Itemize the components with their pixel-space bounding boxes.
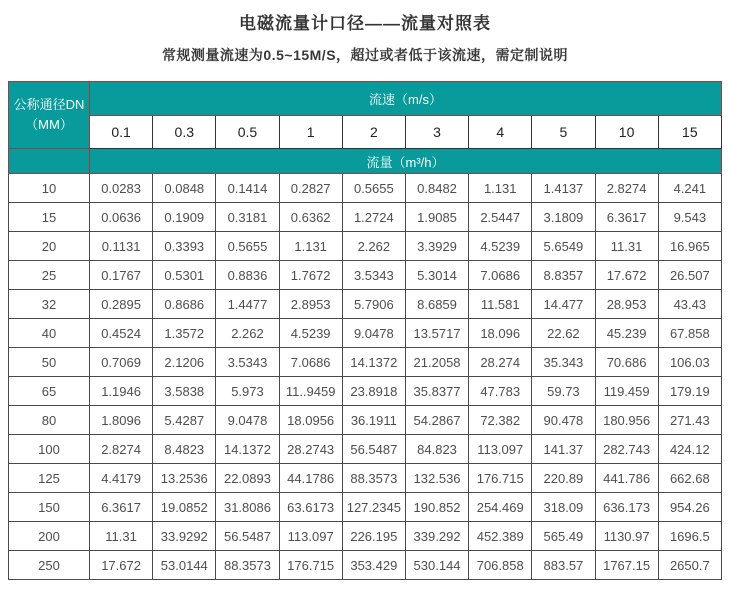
flow-value-cell: 5.3014 [405,261,468,290]
flow-comparison-table [8,81,722,580]
dn-cell: 40 [9,319,90,348]
velocity-header-cell: 流速（m/s） [90,82,722,116]
flow-value-cell: 1.3572 [153,319,216,348]
flow-value-cell: 883.57 [532,551,595,580]
flow-value-cell: 3.5343 [216,348,279,377]
table-row [9,319,722,348]
flow-value-cell: 54.2867 [405,406,468,435]
flow-value-cell: 0.0848 [153,174,216,203]
flow-value-cell: 90.478 [532,406,595,435]
flow-value-cell: 318.09 [532,493,595,522]
flow-value-cell: 132.536 [405,464,468,493]
flow-value-cell: 21.2058 [405,348,468,377]
flow-value-cell: 88.3573 [342,464,405,493]
flow-value-cell: 56.5487 [342,435,405,464]
flow-value-cell: 1.2724 [342,203,405,232]
flow-value-cell: 47.783 [469,377,532,406]
flow-value-cell: 53.0144 [153,551,216,580]
flow-value-cell: 7.0686 [279,348,342,377]
velocity-values-row [9,115,722,149]
flow-value-cell: 0.8482 [405,174,468,203]
flow-value-cell: 1.131 [469,174,532,203]
flow-value-cell: 3.3929 [405,232,468,261]
flow-value-cell: 565.49 [532,522,595,551]
flow-value-cell: 441.786 [595,464,658,493]
flow-value-cell: 6.3617 [90,493,153,522]
flow-header-row [9,149,722,174]
dn-header-line1: 公称通径DN [13,96,85,112]
dn-cell: 25 [9,261,90,290]
flow-value-cell: 0.5655 [216,232,279,261]
flow-header-spacer-cell [9,149,90,174]
flow-value-cell: 0.0636 [90,203,153,232]
table-row [9,203,722,232]
flow-value-cell: 339.292 [405,522,468,551]
page-title: 电磁流量计口径——流量对照表 [239,14,491,33]
flow-value-cell: 6.3617 [595,203,658,232]
table-row [9,290,722,319]
flow-value-cell: 7.0686 [469,261,532,290]
dn-cell: 20 [9,232,90,261]
velocity-value-cell: 0.3 [153,115,216,149]
dn-cell: 100 [9,435,90,464]
flow-value-cell: 63.6173 [279,493,342,522]
flow-value-cell: 226.195 [342,522,405,551]
flow-value-cell: 17.672 [90,551,153,580]
flow-value-cell: 36.1911 [342,406,405,435]
flow-value-cell: 106.03 [658,348,721,377]
flow-value-cell: 28.2743 [279,435,342,464]
flow-value-cell: 14.477 [532,290,595,319]
table-row [9,522,722,551]
table-row [9,493,722,522]
flow-value-cell: 19.0852 [153,493,216,522]
flow-value-cell: 2.8274 [90,435,153,464]
flow-value-cell: 2650.7 [658,551,721,580]
flow-value-cell: 67.858 [658,319,721,348]
flow-value-cell: 127.2345 [342,493,405,522]
flow-value-cell: 28.953 [595,290,658,319]
flow-value-cell: 176.715 [279,551,342,580]
flow-value-cell: 14.1372 [216,435,279,464]
dn-cell: 150 [9,493,90,522]
table-row [9,435,722,464]
flow-value-cell: 17.672 [595,261,658,290]
flow-value-cell: 176.715 [469,464,532,493]
table-row [9,406,722,435]
dn-cell: 125 [9,464,90,493]
flow-value-cell: 28.274 [469,348,532,377]
flow-value-cell: 16.965 [658,232,721,261]
flow-value-cell: 26.507 [658,261,721,290]
flow-value-cell: 0.4524 [90,319,153,348]
flow-value-cell: 1.4477 [216,290,279,319]
dn-cell: 200 [9,522,90,551]
flow-value-cell: 0.1131 [90,232,153,261]
dn-cell: 50 [9,348,90,377]
flow-value-cell: 1.7672 [279,261,342,290]
flow-value-cell: 2.262 [342,232,405,261]
flow-value-cell: 0.3393 [153,232,216,261]
flow-value-cell: 5.4287 [153,406,216,435]
flow-value-cell: 0.0283 [90,174,153,203]
flow-value-cell: 220.89 [532,464,595,493]
dn-cell: 32 [9,290,90,319]
flow-value-cell: 0.6362 [279,203,342,232]
flow-value-cell: 9.0478 [216,406,279,435]
flow-value-cell: 0.5655 [342,174,405,203]
flow-value-cell: 8.6859 [405,290,468,319]
velocity-value-cell: 5 [532,115,595,149]
flow-value-cell: 72.382 [469,406,532,435]
flow-value-cell: 0.1414 [216,174,279,203]
flow-value-cell: 70.686 [595,348,658,377]
flow-value-cell: 35.343 [532,348,595,377]
flow-value-cell: 180.956 [595,406,658,435]
flow-value-cell: 13.5717 [405,319,468,348]
table-row [9,348,722,377]
flow-value-cell: 5.973 [216,377,279,406]
flow-value-cell: 1130.97 [595,522,658,551]
flow-value-cell: 4.4179 [90,464,153,493]
flow-value-cell: 3.5343 [342,261,405,290]
dn-cell: 80 [9,406,90,435]
flow-value-cell: 0.8836 [216,261,279,290]
flow-value-cell: 0.2895 [90,290,153,319]
flow-value-cell: 2.8274 [595,174,658,203]
flow-value-cell: 18.0956 [279,406,342,435]
dn-cell: 10 [9,174,90,203]
flow-value-cell: 1.4137 [532,174,595,203]
flow-value-cell: 5.7906 [342,290,405,319]
flow-value-cell: 113.097 [469,435,532,464]
flow-value-cell: 0.7069 [90,348,153,377]
flow-value-cell: 31.8086 [216,493,279,522]
flow-value-cell: 271.43 [658,406,721,435]
table-row [9,174,722,203]
flow-value-cell: 11..9459 [279,377,342,406]
flow-value-cell: 452.389 [469,522,532,551]
dn-header-cell [9,82,90,149]
flow-value-cell: 14.1372 [342,348,405,377]
flow-value-cell: 11.31 [90,522,153,551]
flow-value-cell: 0.5301 [153,261,216,290]
flow-value-cell: 84.823 [405,435,468,464]
flow-value-cell: 2.5447 [469,203,532,232]
flow-value-cell: 1.9085 [405,203,468,232]
flow-value-cell: 11.581 [469,290,532,319]
flow-value-cell: 9.0478 [342,319,405,348]
table-row [9,551,722,580]
flow-value-cell: 3.1809 [532,203,595,232]
flow-value-cell: 179.19 [658,377,721,406]
flow-value-cell: 1.131 [279,232,342,261]
flow-value-cell: 8.4823 [153,435,216,464]
flow-value-cell: 1.8096 [90,406,153,435]
flow-value-cell: 1696.5 [658,522,721,551]
flow-value-cell: 88.3573 [216,551,279,580]
velocity-value-cell: 0.5 [216,115,279,149]
flow-value-cell: 4.5239 [469,232,532,261]
flow-value-cell: 9.543 [658,203,721,232]
flow-value-cell: 43.43 [658,290,721,319]
flow-value-cell: 35.8377 [405,377,468,406]
flow-value-cell: 0.2827 [279,174,342,203]
flow-value-cell: 5.6549 [532,232,595,261]
flow-value-cell: 3.5838 [153,377,216,406]
flow-value-cell: 530.144 [405,551,468,580]
velocity-value-cell: 1 [279,115,342,149]
flow-value-cell: 23.8918 [342,377,405,406]
flow-value-cell: 59.73 [532,377,595,406]
table-row [9,377,722,406]
dn-cell: 65 [9,377,90,406]
flow-value-cell: 353.429 [342,551,405,580]
flow-value-cell: 2.262 [216,319,279,348]
table-row [9,464,722,493]
flow-value-cell: 4.241 [658,174,721,203]
flow-value-cell: 13.2536 [153,464,216,493]
flow-value-cell: 190.852 [405,493,468,522]
flow-value-cell: 662.68 [658,464,721,493]
flow-value-cell: 11.31 [595,232,658,261]
flow-value-cell: 56.5487 [216,522,279,551]
flow-value-cell: 0.3181 [216,203,279,232]
flow-value-cell: 22.0893 [216,464,279,493]
dn-cell: 15 [9,203,90,232]
flow-value-cell: 636.173 [595,493,658,522]
velocity-value-cell: 3 [405,115,468,149]
flow-value-cell: 2.8953 [279,290,342,319]
flow-value-cell: 0.1909 [153,203,216,232]
flow-value-cell: 0.1767 [90,261,153,290]
flow-value-cell: 1767.15 [595,551,658,580]
velocity-value-cell: 15 [658,115,721,149]
flow-value-cell: 33.9292 [153,522,216,551]
dn-header-line2: （MM） [25,117,73,132]
dn-cell: 250 [9,551,90,580]
flow-value-cell: 2.1206 [153,348,216,377]
flow-value-cell: 4.5239 [279,319,342,348]
flow-value-cell: 45.239 [595,319,658,348]
velocity-value-cell: 2 [342,115,405,149]
flow-value-cell: 706.858 [469,551,532,580]
flow-value-cell: 954.26 [658,493,721,522]
flow-value-cell: 1.1946 [90,377,153,406]
flow-value-cell: 119.459 [595,377,658,406]
velocity-header-row [9,82,722,116]
page-subtitle: 常规测量流速为0.5~15M/S，超过或者低于该流速，需定制说明 [161,47,569,63]
table-row [9,261,722,290]
flow-value-cell: 22.62 [532,319,595,348]
flow-value-cell: 44.1786 [279,464,342,493]
flow-value-cell: 0.8686 [153,290,216,319]
flow-value-cell: 254.469 [469,493,532,522]
flow-header-cell: 流量（m³/h） [90,149,722,174]
flow-value-cell: 141.37 [532,435,595,464]
velocity-value-cell: 10 [595,115,658,149]
flow-value-cell: 113.097 [279,522,342,551]
velocity-value-cell: 0.1 [90,115,153,149]
table-row [9,232,722,261]
flow-value-cell: 282.743 [595,435,658,464]
velocity-value-cell: 4 [469,115,532,149]
flow-value-cell: 8.8357 [532,261,595,290]
flow-value-cell: 424.12 [658,435,721,464]
flow-value-cell: 18.096 [469,319,532,348]
